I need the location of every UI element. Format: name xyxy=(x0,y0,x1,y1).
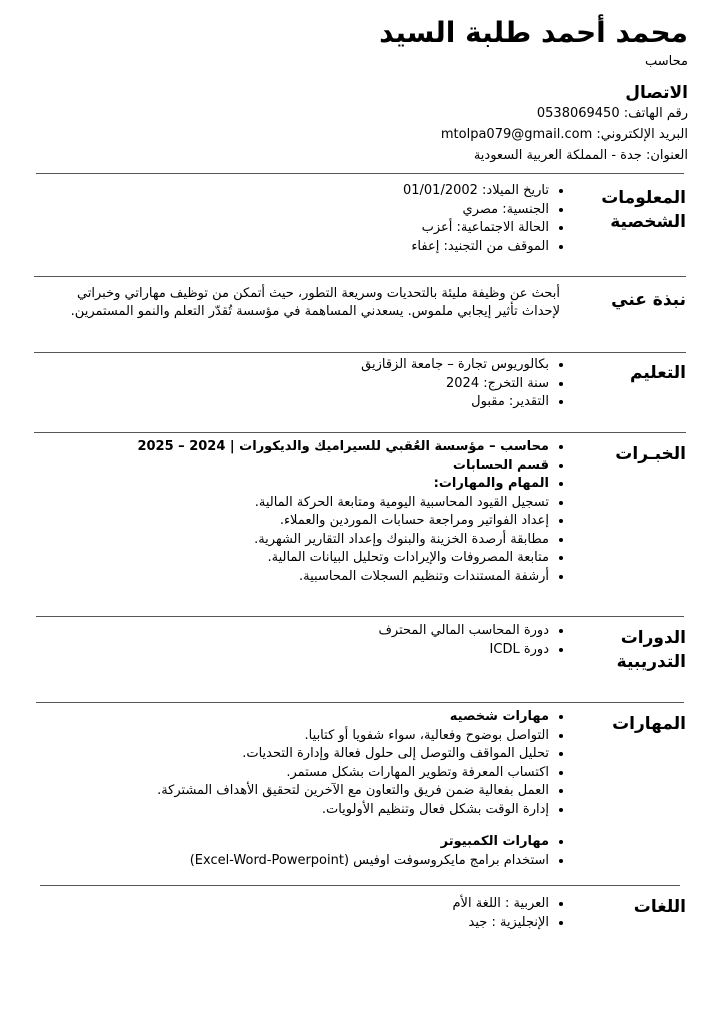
personal-info-heading: المعلومات الشخصية xyxy=(601,188,686,232)
experience-list xyxy=(30,438,565,586)
resume-header xyxy=(28,14,688,166)
personal-info-list xyxy=(30,182,565,256)
courses-heading: الدورات التدريبية xyxy=(616,628,686,672)
computer-skills-heading: • مهارات الكمبيوتر xyxy=(30,833,549,852)
section-divider xyxy=(34,432,686,433)
languages-list xyxy=(30,895,565,932)
list-item: • أرشفة المستندات وتنظيم السجلات المحاسبية. xyxy=(30,568,549,587)
job-title: محاسب xyxy=(645,54,688,69)
list-item: • دورة المحاسب المالي المحترف xyxy=(30,622,549,641)
list-item: • بكالوريوس تجارة – جامعة الزقازيق xyxy=(30,356,549,375)
skills-heading: المهارات xyxy=(612,714,686,734)
list-item: • مطابقة أرصدة الخزينة والبنوك وإعداد التقارير الشهرية. xyxy=(30,531,549,550)
experience-role: • محاسب – مؤسسة العُقبي للسيراميك والديكورات | 2024 – 2025 xyxy=(30,438,549,457)
contact-heading: الاتصال xyxy=(625,83,688,103)
list-item: • متابعة المصروفات والإيرادات وتحليل البيانات المالية. xyxy=(30,549,549,568)
courses-list xyxy=(30,622,565,659)
list-item: • دورة ICDL xyxy=(30,641,549,660)
list-item: • الحالة الاجتماعية: أعزب xyxy=(30,219,549,238)
list-item: • التواصل بوضوح وفعالية، سواء شفويا أو كتابيا. xyxy=(30,727,549,746)
list-item: • العربية : اللغة الأم xyxy=(30,895,549,914)
education-heading: التعليم xyxy=(630,363,686,383)
section-divider xyxy=(36,616,684,617)
section-divider xyxy=(36,702,684,703)
list-item: • إدارة الوقت بشكل فعال وتنظيم الأولويات. xyxy=(30,801,549,820)
list-item: • اكتساب المعرفة وتطوير المهارات بشكل مستمر. xyxy=(30,764,549,783)
list-item: • إعداد الفواتير ومراجعة حسابات الموردين والعملاء. xyxy=(30,512,549,531)
email-line: البريد الإلكتروني: mtolpa079@gmail.com xyxy=(440,127,688,142)
about-text: أبحث عن وظيفة مليئة بالتحديات وسريعة التطور، حيث أتمكن من توظيف مهاراتي وخبراتي لإحداث تأثير إيجابي ملموس. يسعدني المساهمة في مؤسسة تُقدّر التعلم والنمو المستمرين. xyxy=(70,286,560,319)
personal-skills-heading: • مهارات شخصيه xyxy=(30,708,549,727)
experience-department: • قسم الحسابات xyxy=(30,457,549,476)
languages-heading: اللغات xyxy=(633,897,686,917)
list-item: • الجنسية: مصري xyxy=(30,201,549,220)
section-divider xyxy=(40,885,680,886)
section-divider xyxy=(34,352,686,353)
list-item: • تحليل المواقف والتوصل إلى حلول فعالة وإدارة التحديات. xyxy=(30,745,549,764)
list-item: • سنة التخرج: 2024 xyxy=(30,375,549,394)
list-item: • تسجيل القيود المحاسبية اليومية ومتابعة الحركة المالية. xyxy=(30,494,549,513)
list-item: • الإنجليزية : جيد xyxy=(30,914,549,933)
list-item: • استخدام برامج مايكروسوفت اوفيس (Excel-Word-Powerpoint) xyxy=(30,852,549,871)
list-item: • تاريخ الميلاد: 01/01/2002 xyxy=(30,182,549,201)
person-name: محمد أحمد طلبة السيد xyxy=(379,16,688,49)
list-item: • العمل بفعالية ضمن فريق والتعاون مع الآخرين لتحقيق الأهداف المشتركة. xyxy=(30,782,549,801)
experience-heading: الخبـرات xyxy=(615,444,686,464)
section-divider xyxy=(36,173,684,174)
address-line: العنوان: جدة - المملكة العربية السعودية xyxy=(473,148,688,163)
education-list xyxy=(30,356,565,412)
section-divider xyxy=(34,276,686,277)
experience-tasks-heading: • المهام والمهارات: xyxy=(30,475,549,494)
list-item: • الموقف من التجنيد: إعفاء xyxy=(30,238,549,257)
skills-list xyxy=(30,708,565,870)
list-item: • التقدير: مقبول xyxy=(30,393,549,412)
phone-line: رقم الهاتف: 0538069450 xyxy=(536,106,688,121)
about-heading: نبذة عني xyxy=(611,290,686,310)
